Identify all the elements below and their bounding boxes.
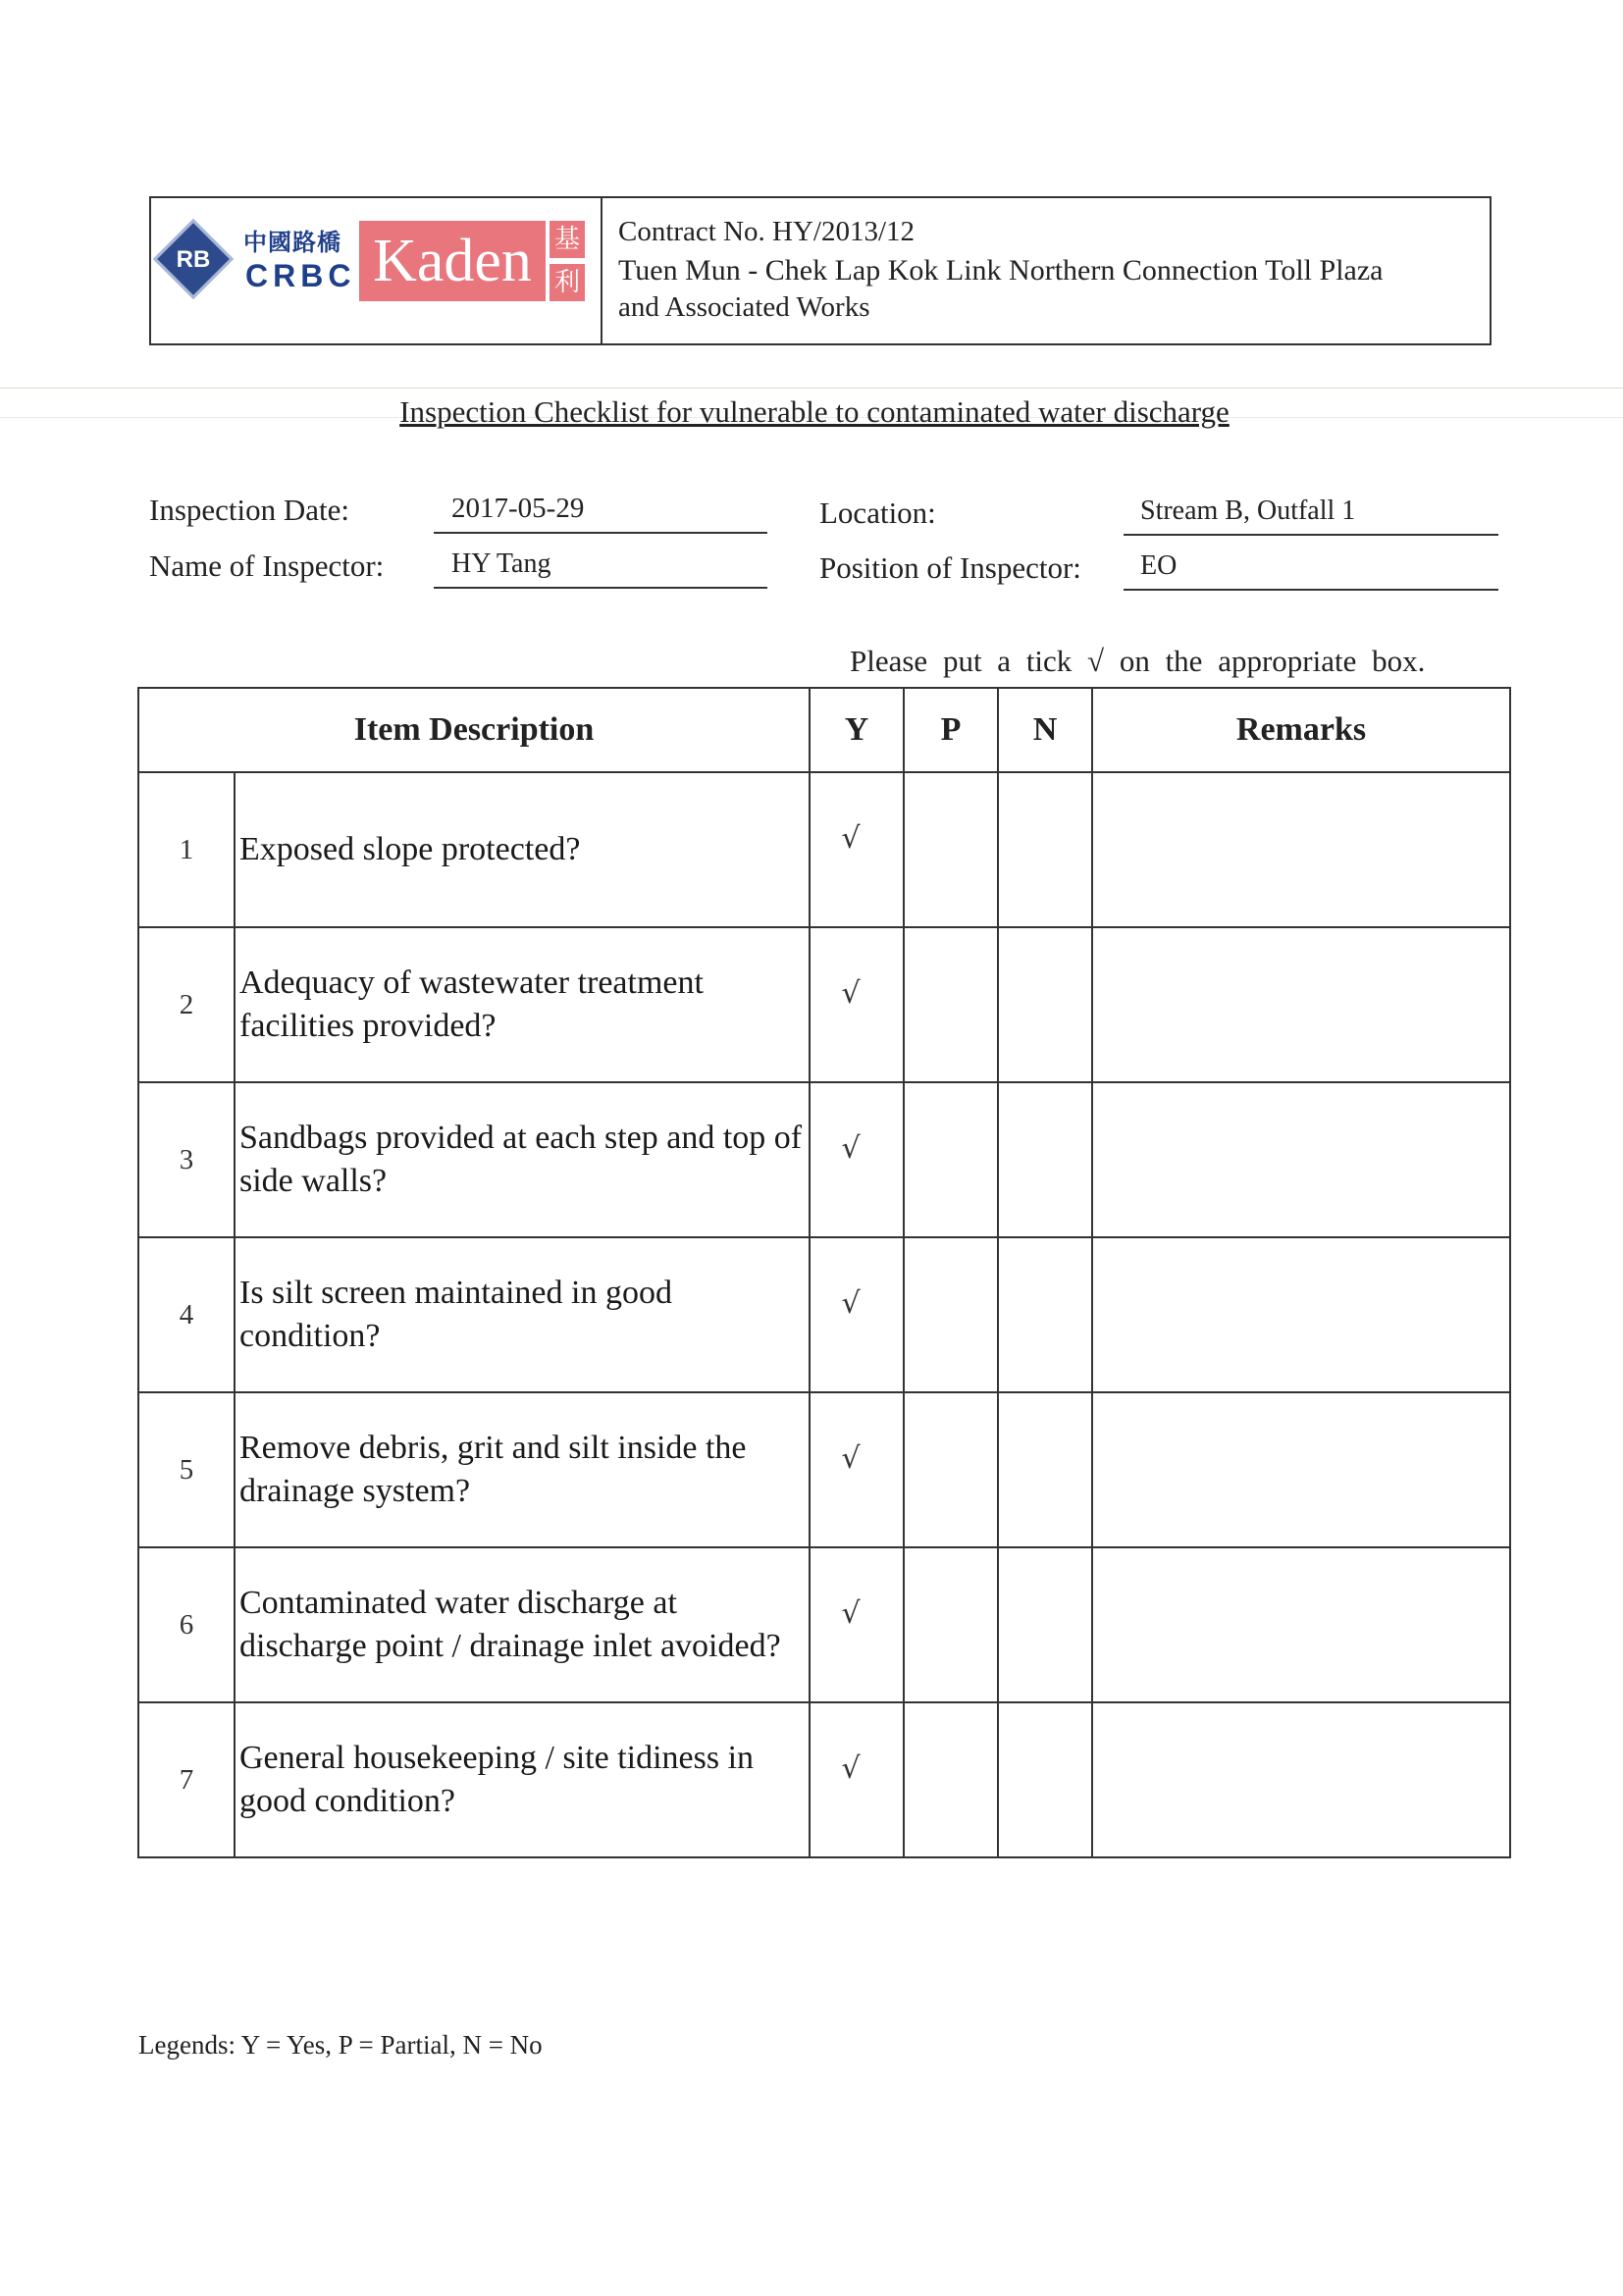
inspector-position-value: EO <box>1140 550 1178 581</box>
item-description: Contaminated water discharge at discharge point / drainage inlet avoided? <box>235 1547 810 1702</box>
header-remarks: Remarks <box>1092 688 1510 772</box>
tick-mark: √ <box>841 1285 861 1321</box>
yes-checkbox[interactable] <box>810 1082 904 1237</box>
yes-checkbox[interactable] <box>810 1547 904 1702</box>
table-row <box>138 1392 1510 1547</box>
no-checkbox[interactable] <box>998 772 1092 927</box>
remarks-cell[interactable] <box>1092 772 1510 927</box>
tick-mark: √ <box>841 1595 861 1631</box>
legend: Legends: Y = Yes, P = Partial, N = No <box>138 2030 543 2060</box>
item-description: Is silt screen maintained in good condition? <box>235 1237 810 1392</box>
no-checkbox[interactable] <box>998 1702 1092 1857</box>
item-description: Exposed slope protected? <box>235 772 810 927</box>
inspector-name-value: HY Tang <box>451 548 551 579</box>
item-description: General housekeeping / site tidiness in good condition? <box>235 1702 810 1857</box>
table-row <box>138 927 1510 1082</box>
table-row <box>138 1702 1510 1857</box>
partial-checkbox[interactable] <box>904 1547 998 1702</box>
location-underline <box>1124 534 1498 536</box>
header-divider <box>601 196 602 345</box>
partial-checkbox[interactable] <box>904 1237 998 1392</box>
partial-checkbox[interactable] <box>904 1392 998 1547</box>
inspection-date-underline <box>434 532 767 534</box>
item-number: 5 <box>138 1392 235 1547</box>
contract-number: Contract No. HY/2013/12 <box>618 216 916 247</box>
item-description: Remove debris, grit and silt inside the drainage system? <box>235 1392 810 1547</box>
item-description: Sandbags provided at each step and top of side walls? <box>235 1082 810 1237</box>
inspection-checklist-table <box>137 687 1511 1858</box>
tick-instruction: Please put a tick √ on the appropriate box. <box>850 644 1426 678</box>
project-title-line-2: and Associated Works <box>618 291 870 323</box>
no-checkbox[interactable] <box>998 1392 1092 1547</box>
remarks-cell[interactable] <box>1092 1547 1510 1702</box>
item-number: 7 <box>138 1702 235 1857</box>
location-value: Stream B, Outfall 1 <box>1140 496 1356 526</box>
tick-mark: √ <box>841 820 861 856</box>
yes-checkbox[interactable] <box>810 1237 904 1392</box>
item-number: 1 <box>138 772 235 927</box>
table-header-row <box>138 688 1510 772</box>
tick-mark: √ <box>841 1440 861 1476</box>
partial-checkbox[interactable] <box>904 927 998 1082</box>
tick-mark: √ <box>841 975 861 1011</box>
item-number: 4 <box>138 1237 235 1392</box>
remarks-cell[interactable] <box>1092 1237 1510 1392</box>
document-title: Inspection Checklist for vulnerable to contaminated water discharge <box>399 394 1230 429</box>
table-row <box>138 772 1510 927</box>
item-description: Adequacy of wastewater treatment facilities provided? <box>235 927 810 1082</box>
yes-checkbox[interactable] <box>810 772 904 927</box>
item-number: 3 <box>138 1082 235 1237</box>
item-number: 6 <box>138 1547 235 1702</box>
crbc-english-name: CRBC <box>245 258 356 293</box>
header-partial: P <box>904 688 998 772</box>
remarks-cell[interactable] <box>1092 927 1510 1082</box>
rb-logo-text: RB <box>176 246 211 273</box>
no-checkbox[interactable] <box>998 1082 1092 1237</box>
inspection-date-label: Inspection Date: <box>149 493 350 527</box>
location-label: Location: <box>819 496 936 530</box>
partial-checkbox[interactable] <box>904 1082 998 1237</box>
yes-checkbox[interactable] <box>810 927 904 1082</box>
tick-mark: √ <box>841 1130 861 1166</box>
inspector-name-underline <box>434 587 767 589</box>
table-row <box>138 1082 1510 1237</box>
yes-checkbox[interactable] <box>810 1392 904 1547</box>
partial-checkbox[interactable] <box>904 1702 998 1857</box>
page-divider <box>0 388 1623 389</box>
yes-checkbox[interactable] <box>810 1702 904 1857</box>
remarks-cell[interactable] <box>1092 1702 1510 1857</box>
header-item-description: Item Description <box>138 688 810 772</box>
no-checkbox[interactable] <box>998 1547 1092 1702</box>
header-no: N <box>998 688 1092 772</box>
inspector-position-underline <box>1124 589 1498 591</box>
partial-checkbox[interactable] <box>904 772 998 927</box>
kaden-logo: Kaden <box>359 221 546 301</box>
table-row <box>138 1237 1510 1392</box>
no-checkbox[interactable] <box>998 927 1092 1082</box>
no-checkbox[interactable] <box>998 1237 1092 1392</box>
inspector-name-label: Name of Inspector: <box>149 548 385 583</box>
table-row <box>138 1547 1510 1702</box>
tick-mark: √ <box>841 1750 861 1786</box>
project-title-line-1: Tuen Mun - Chek Lap Kok Link Northern Connection Toll Plaza <box>618 254 1384 287</box>
remarks-cell[interactable] <box>1092 1392 1510 1547</box>
item-number: 2 <box>138 927 235 1082</box>
inspection-date-value: 2017-05-29 <box>451 493 585 524</box>
kaden-chinese-char-2: 利 <box>550 264 585 301</box>
inspector-position-label: Position of Inspector: <box>819 550 1081 585</box>
remarks-cell[interactable] <box>1092 1082 1510 1237</box>
company-logos <box>155 211 595 334</box>
kaden-chinese-char-1: 基 <box>550 221 585 258</box>
crbc-chinese-name: 中國路橋 <box>243 229 341 256</box>
header-yes: Y <box>810 688 904 772</box>
